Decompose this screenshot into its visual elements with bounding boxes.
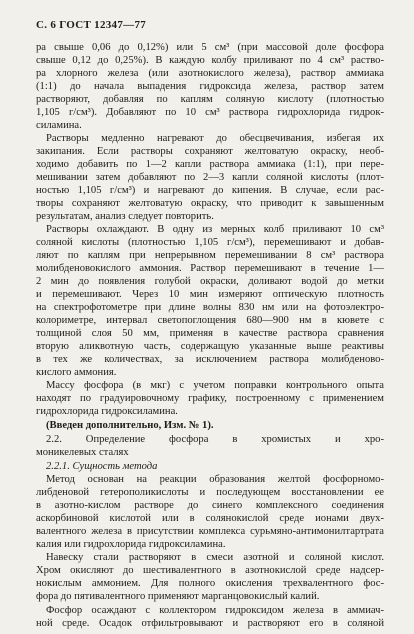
text-line: ходимо добавить по 1—2 капли раствора аммиака (1:1), при пере- xyxy=(36,159,384,170)
section-heading: моникелевых сталях xyxy=(36,447,129,458)
text-line: находят по градуировочному графику, построенному с применением xyxy=(36,393,384,404)
text-line: в азотно-кислом растворе до синего комплексного соединения xyxy=(36,500,384,511)
text-line: гидрохлорида гидроксиламина. xyxy=(36,406,178,417)
text-line: колориметре, интервал светопоглощения 680—900 нм в кювете с xyxy=(36,315,384,326)
text-line: 1,105 г/см³). Добавляют по 10 см³ раствора гидрохлорида гидрок- xyxy=(36,107,384,118)
text-line: мешивании затем добавляют по 2—3 капли соляной кислоты (плот- xyxy=(36,172,384,183)
text-line: либденовой гетерополикислоты и последующем восстановлении ее xyxy=(36,487,384,498)
text-line: соляной кислоты (плотностью 1,105 г/см³), перемешивают и добав- xyxy=(36,237,384,248)
page-header: С. 6 ГОСТ 12347—77 xyxy=(36,19,147,31)
text-line: калия или гидрохлорида гидроксиламина. xyxy=(36,539,226,550)
text-line: Растворы охлаждают. В одну из мерных колб приливают 10 см³ xyxy=(46,224,384,235)
subsection-heading: 2.2.1. Сущность метода xyxy=(46,461,158,472)
section-heading: 2.2. Определение фосфора в хромистых и хро- xyxy=(46,434,384,445)
text-line: творы сохраняют желтоватую окраску, что приводит к завышенным xyxy=(36,198,384,209)
text-line: ной среде. Осадок отфильтровывают и растворяют его в соляной xyxy=(36,618,384,629)
text-line: растворяют, добавляя по каплям соляную кислоту (плотностью xyxy=(36,94,384,105)
text-line: нокислым аммонием. Для полного окисления трехвалентного фос- xyxy=(36,578,384,589)
text-line: аскорбиновой кислотой или в солянокислой среде ионами двух- xyxy=(36,513,384,524)
text-line: молибденовокислого аммония. Раствор перемешивают в течение 1— xyxy=(36,263,384,274)
text-line: ностью 1,105 г/см³) и нагревают до кипения. В случае, если рас- xyxy=(36,185,384,196)
text-line: Фосфор осаждают с коллектором гидроксидом железа в аммиач- xyxy=(46,605,384,616)
text-line: валентного железа в присутствии комплекса сурьмяно-антимонилтартрата xyxy=(36,526,384,537)
text-line: Массу фосфора (в мкг) с учетом поправки контрольного опыта xyxy=(46,380,384,391)
text-line: свыше 0,12 до 0,25%). В каждую колбу приливают по 4 см³ раство- xyxy=(36,55,384,66)
text-line: вторую аликвотную часть, содержащую указанные выше реактивы xyxy=(36,341,384,352)
text-line: (1:1) до начала выпадения гидроксида железа, раствор затем xyxy=(36,81,384,92)
text-line: ра свыше 0,06 до 0,12%) или 5 см³ (при массовой доле фосфора xyxy=(36,42,384,53)
text-line: в тех же количествах, за исключением раствора молибденово- xyxy=(36,354,384,365)
amendment-note: (Введен дополнительно, Изм. № 1). xyxy=(46,420,214,431)
text-line: закипания. Если растворы сохраняют желтоватую окраску, необ- xyxy=(36,146,384,157)
text-line: Метод основан на реакции образования желтой фосфорномо- xyxy=(46,474,384,485)
text-line: кислого аммония. xyxy=(36,367,117,378)
text-line: результатам, анализ следует повторить. xyxy=(36,211,214,222)
text-line: ра хлорного железа (или азотнокислого железа), раствор аммиака xyxy=(36,68,384,79)
text-line: толщиной слоя 50 мм, применяя в качестве раствора сравнения xyxy=(36,328,384,339)
text-line: Навеску стали растворяют в смеси азотной и соляной кислот. xyxy=(46,552,384,563)
text-line: силамина. xyxy=(36,120,82,131)
text-line: Хром окисляют до шестивалентного в азотнокислой среде надсер- xyxy=(36,565,384,576)
text-line: и перемешивают. Через 10 мин измеряют оптическую плотность xyxy=(36,289,384,300)
text-line: Растворы медленно нагревают до обесцвечивания, избегая их xyxy=(46,133,384,144)
text-line: на спектрофотометре при длине волны 830 нм или на фотоэлектро- xyxy=(36,302,384,313)
text-line: ляют по каплям при непрерывном перемешивании 8 см³ раствора xyxy=(36,250,384,261)
text-line: 2 мин до появления голубой окраски, доливают водой до метки xyxy=(36,276,384,287)
text-line: фора до пятивалентного применяют марганцовокислый калий. xyxy=(36,591,320,602)
